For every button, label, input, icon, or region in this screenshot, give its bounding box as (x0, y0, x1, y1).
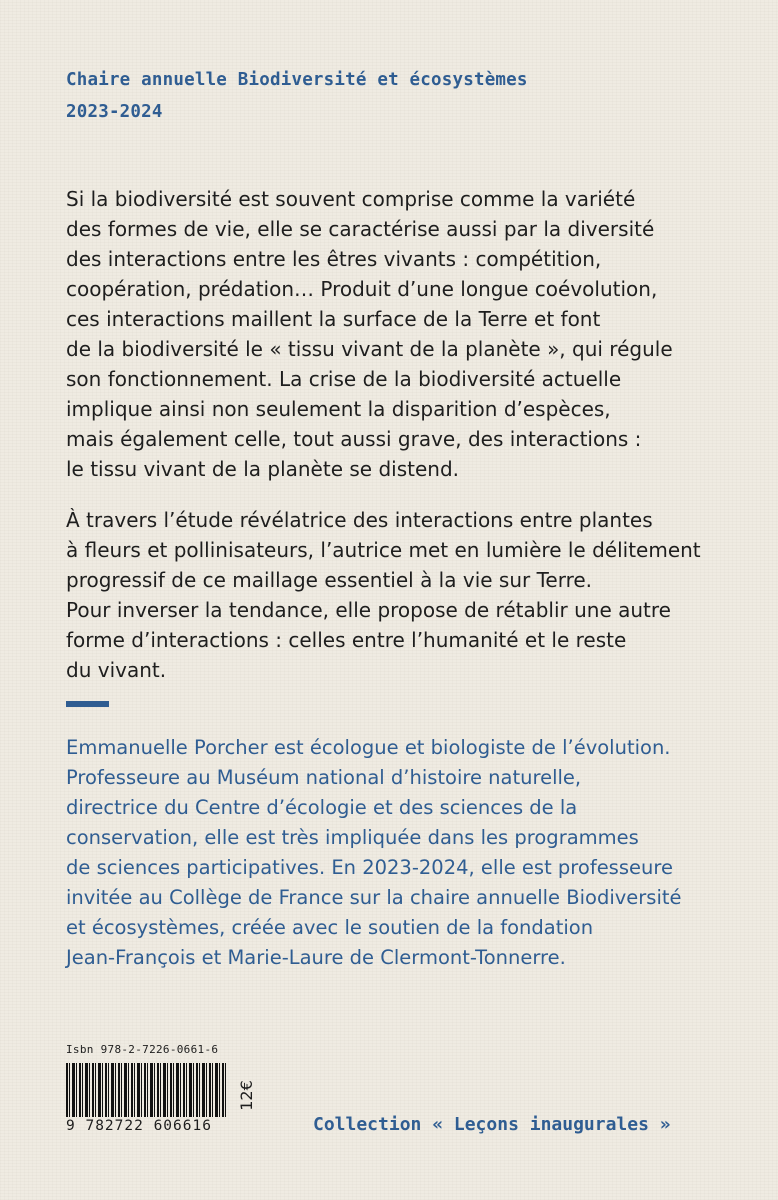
text-line: son fonctionnement. La crise de la biodiversité actuelle (66, 367, 622, 391)
author-bio (66, 733, 682, 973)
bio-line: et écosystèmes, créée avec le soutien de la fondation (66, 916, 594, 939)
barcode-digits: 9 782722 606616 (66, 1118, 212, 1134)
bio-line: de sciences participatives. En 2023-2024, elle est professeure (66, 856, 673, 879)
text-line: forme d’interactions : celles entre l’humanité et le reste (66, 628, 627, 652)
text-line: à fleurs et pollinisateurs, l’autrice met en lumière le délitement (66, 538, 701, 562)
text-line: implique ainsi non seulement la disparition d’espèces, (66, 397, 611, 421)
text-line: progressif de ce maillage essentiel à la vie sur Terre. (66, 568, 593, 592)
text-line: des formes de vie, elle se caractérise aussi par la diversité (66, 217, 655, 241)
series-years: 2023-2024 (66, 102, 163, 122)
bio-line: Emmanuelle Porcher est écologue et biologiste de l’évolution. (66, 736, 671, 759)
text-line: coopération, prédation… Produit d’une longue coévolution, (66, 277, 658, 301)
section-divider (66, 701, 109, 707)
bio-line: Jean-François et Marie-Laure de Clermont-Tonnerre. (66, 946, 566, 969)
summary-paragraph-2 (66, 505, 701, 685)
text-line: mais également celle, tout aussi grave, des interactions : (66, 427, 642, 451)
text-line: de la biodiversité le « tissu vivant de la planète », qui régule (66, 337, 673, 361)
bio-line: invitée au Collège de France sur la chaire annuelle Biodiversité (66, 886, 682, 909)
bio-line: conservation, elle est très impliquée dans les programmes (66, 826, 639, 849)
price-value: 12€ (236, 1079, 256, 1111)
text-line: le tissu vivant de la planète se distend. (66, 457, 459, 481)
isbn-label: Isbn 978-2-7226-0661-6 (66, 1043, 219, 1056)
barcode (66, 1063, 228, 1117)
summary-paragraph-1 (66, 184, 673, 484)
text-line: Pour inverser la tendance, elle propose de rétablir une autre (66, 598, 671, 622)
text-line: Si la biodiversité est souvent comprise comme la variété (66, 187, 636, 211)
series-title: Chaire annuelle Biodiversité et écosystèmes (66, 70, 528, 90)
collection-name: Collection « Leçons inaugurales » (313, 1114, 671, 1135)
bio-line: Professeure au Muséum national d’histoire naturelle, (66, 766, 582, 789)
text-line: ces interactions maillent la surface de la Terre et font (66, 307, 601, 331)
text-line: À travers l’étude révélatrice des interactions entre plantes (66, 508, 653, 532)
bio-line: directrice du Centre d’écologie et des sciences de la (66, 796, 578, 819)
text-line: du vivant. (66, 658, 167, 682)
price-label (236, 1075, 256, 1115)
text-line: des interactions entre les êtres vivants : compétition, (66, 247, 602, 271)
series-header (66, 64, 528, 128)
